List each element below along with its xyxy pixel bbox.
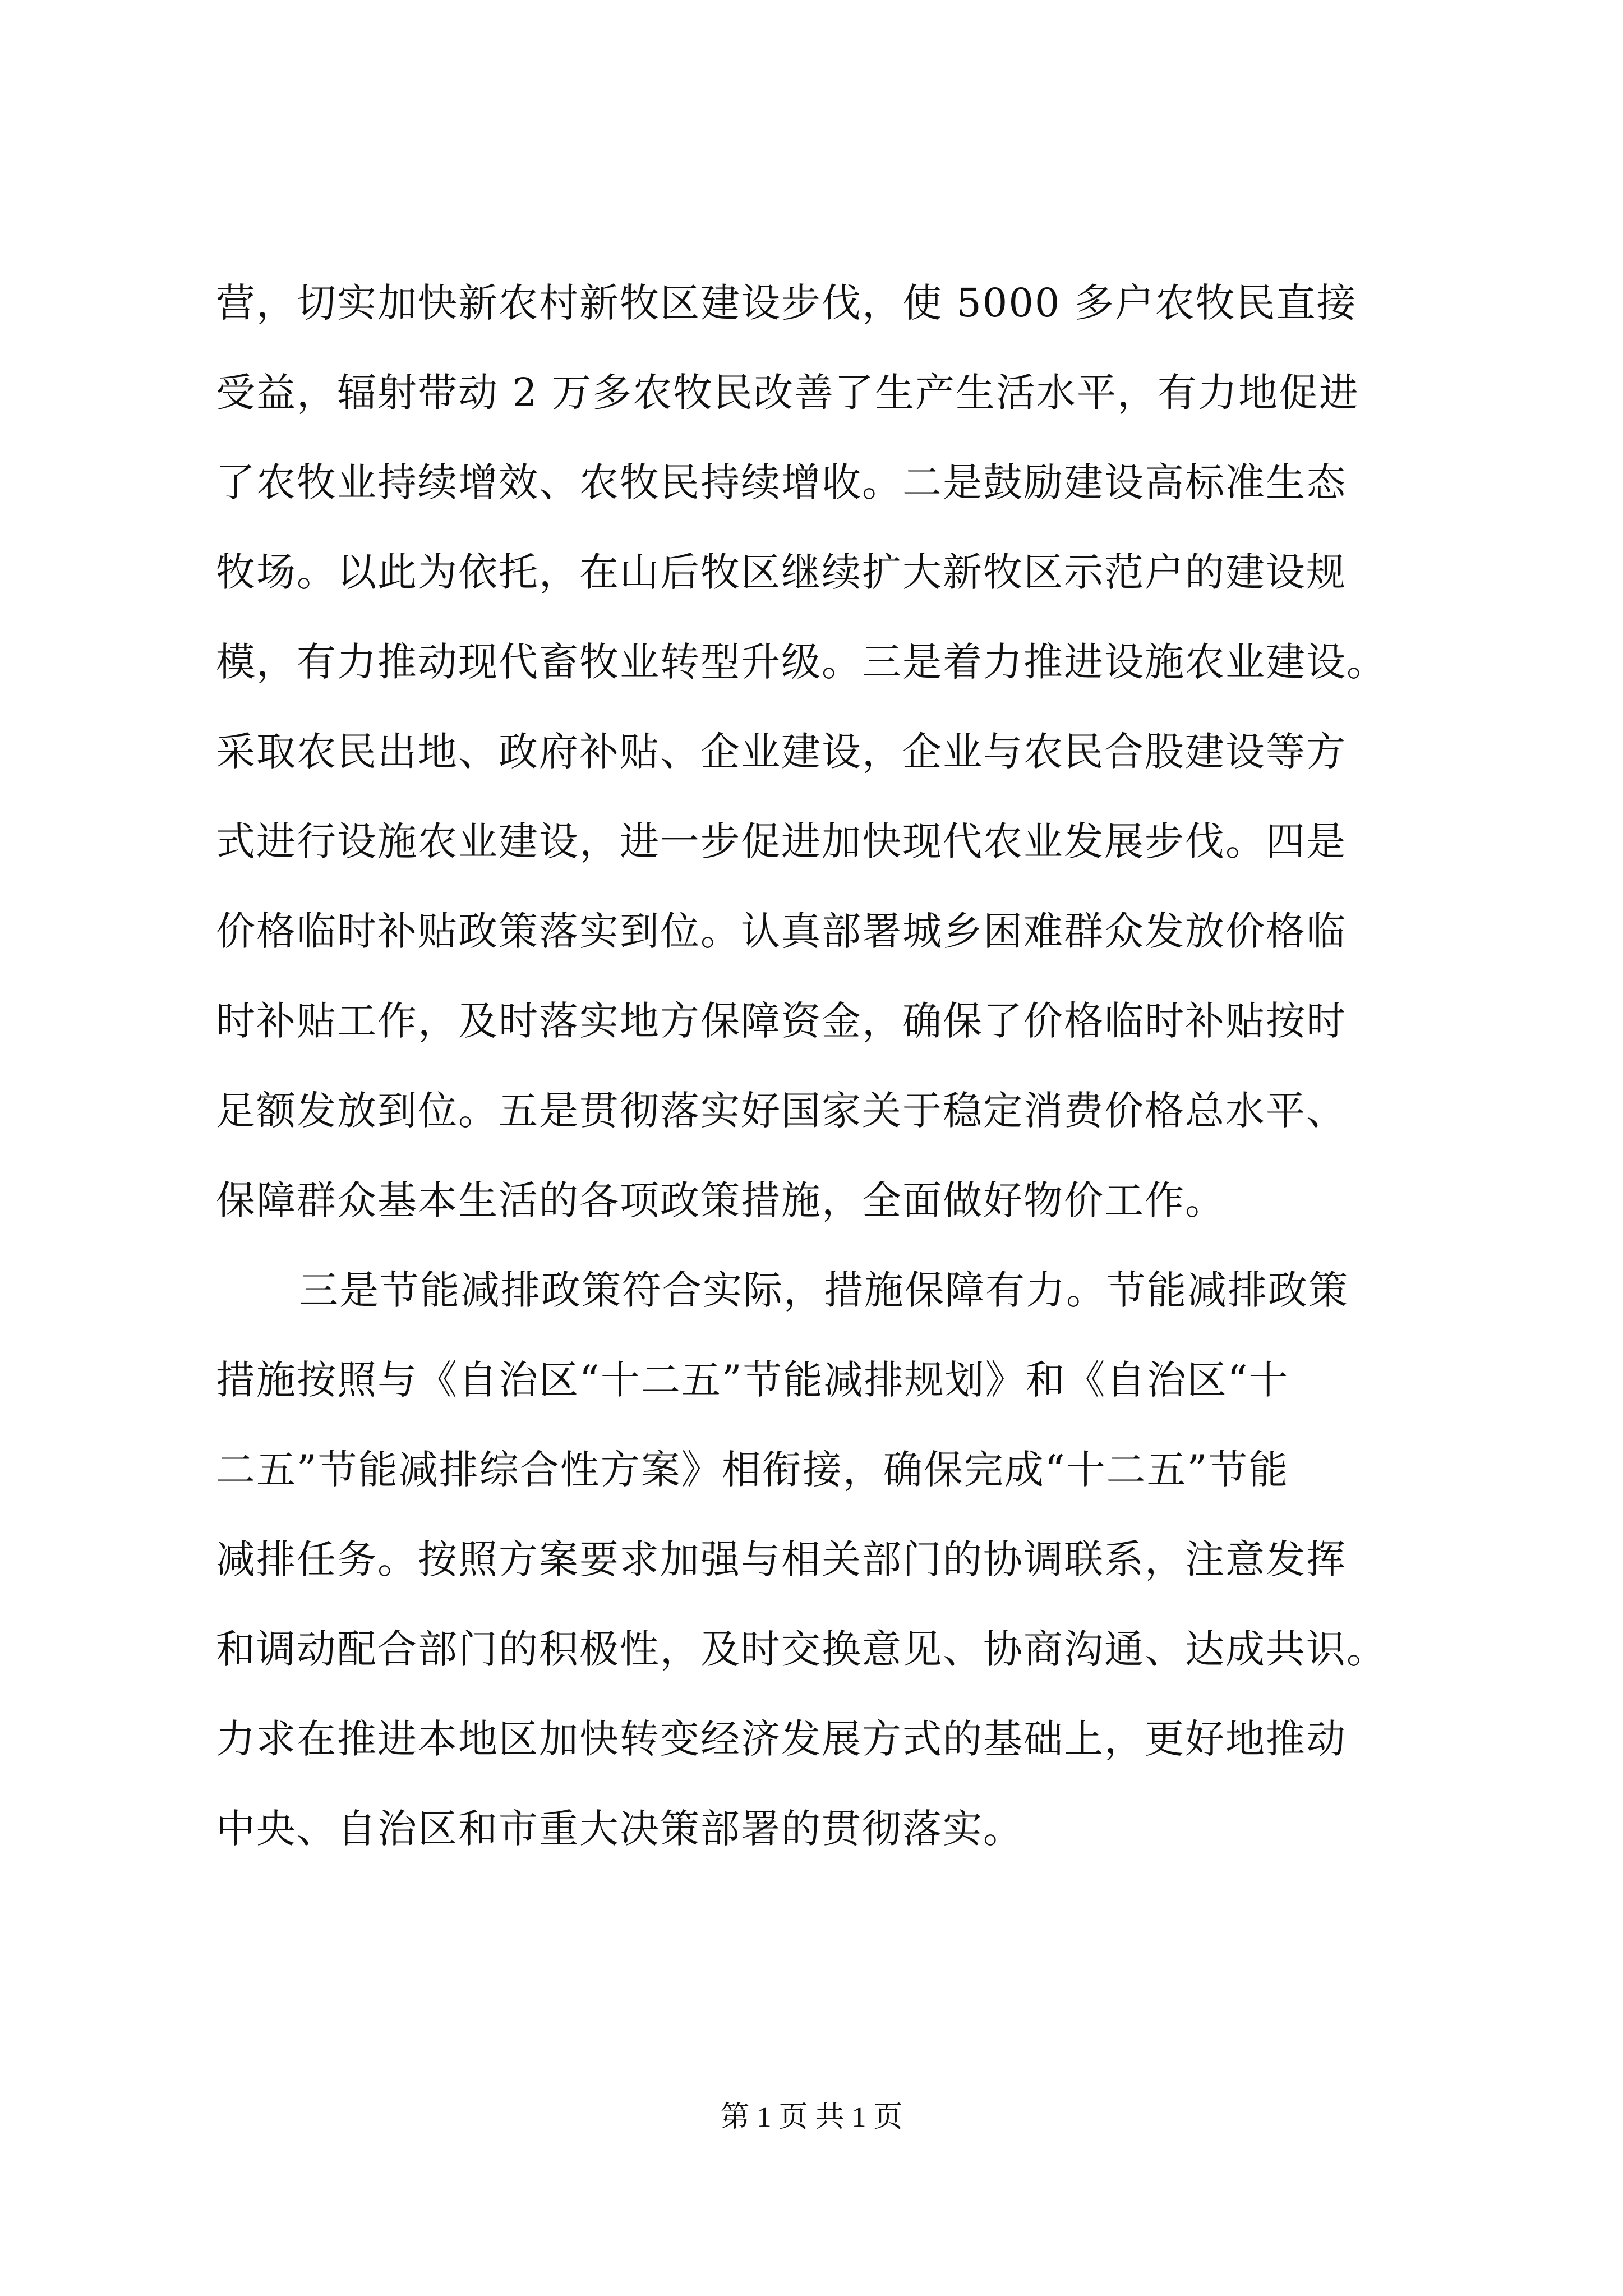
document-body [216, 258, 1427, 1874]
text-line: 牧场。以此为依托，在山后牧区继续扩大新牧区示范户的建设规 [216, 549, 1347, 595]
text-line: 足额发放到位。五是贯彻落实好国家关于稳定消费价格总水平、 [216, 1088, 1347, 1134]
text-line: 和调动配合部门的积极性，及时交换意见、协商沟通、达成共识。 [216, 1626, 1387, 1672]
page-footer: 第 1 页 共 1 页 [720, 2101, 903, 2133]
text-line: 保障群众基本生活的各项政策措施，全面做好物价工作。 [216, 1177, 1225, 1223]
text-line: 时补贴工作，及时落实地方保障资金，确保了价格临时补贴按时 [216, 998, 1347, 1044]
text-line: 二五”节能减排综合性方案》相衔接，确保完成“十二五”节能 [216, 1447, 1289, 1493]
paragraph-start-line: 三是节能减排政策符合实际，措施保障有力。节能减排政策 [299, 1267, 1349, 1313]
text-line: 力求在推进本地区加快转变经济发展方式的基础上，更好地推动 [216, 1716, 1347, 1762]
text-line: 营，切实加快新农村新牧区建设步伐，使 5000 多户农牧民直接 [216, 280, 1357, 326]
text-line: 模，有力推动现代畜牧业转型升级。三是着力推进设施农业建设。 [216, 639, 1387, 685]
text-line: 了农牧业持续增效、农牧民持续增收。二是鼓励建设高标准生态 [216, 459, 1347, 505]
text-line: 减排任务。按照方案要求加强与相关部门的协调联系，注意发挥 [216, 1536, 1347, 1582]
text-line: 式进行设施农业建设，进一步促进加快现代农业发展步伐。四是 [216, 818, 1347, 864]
text-line: 采取农民出地、政府补贴、企业建设，企业与农民合股建设等方 [216, 729, 1347, 775]
text-line: 价格临时补贴政策落实到位。认真部署城乡困难群众发放价格临 [216, 908, 1347, 954]
text-line: 中央、自治区和市重大决策部署的贯彻落实。 [216, 1806, 1023, 1852]
text-line: 受益，辐射带动 2 万多农牧民改善了生产生活水平，有力地促进 [216, 370, 1360, 416]
text-line: 措施按照与《自治区“十二五”节能减排规划》和《自治区“十 [216, 1357, 1289, 1403]
